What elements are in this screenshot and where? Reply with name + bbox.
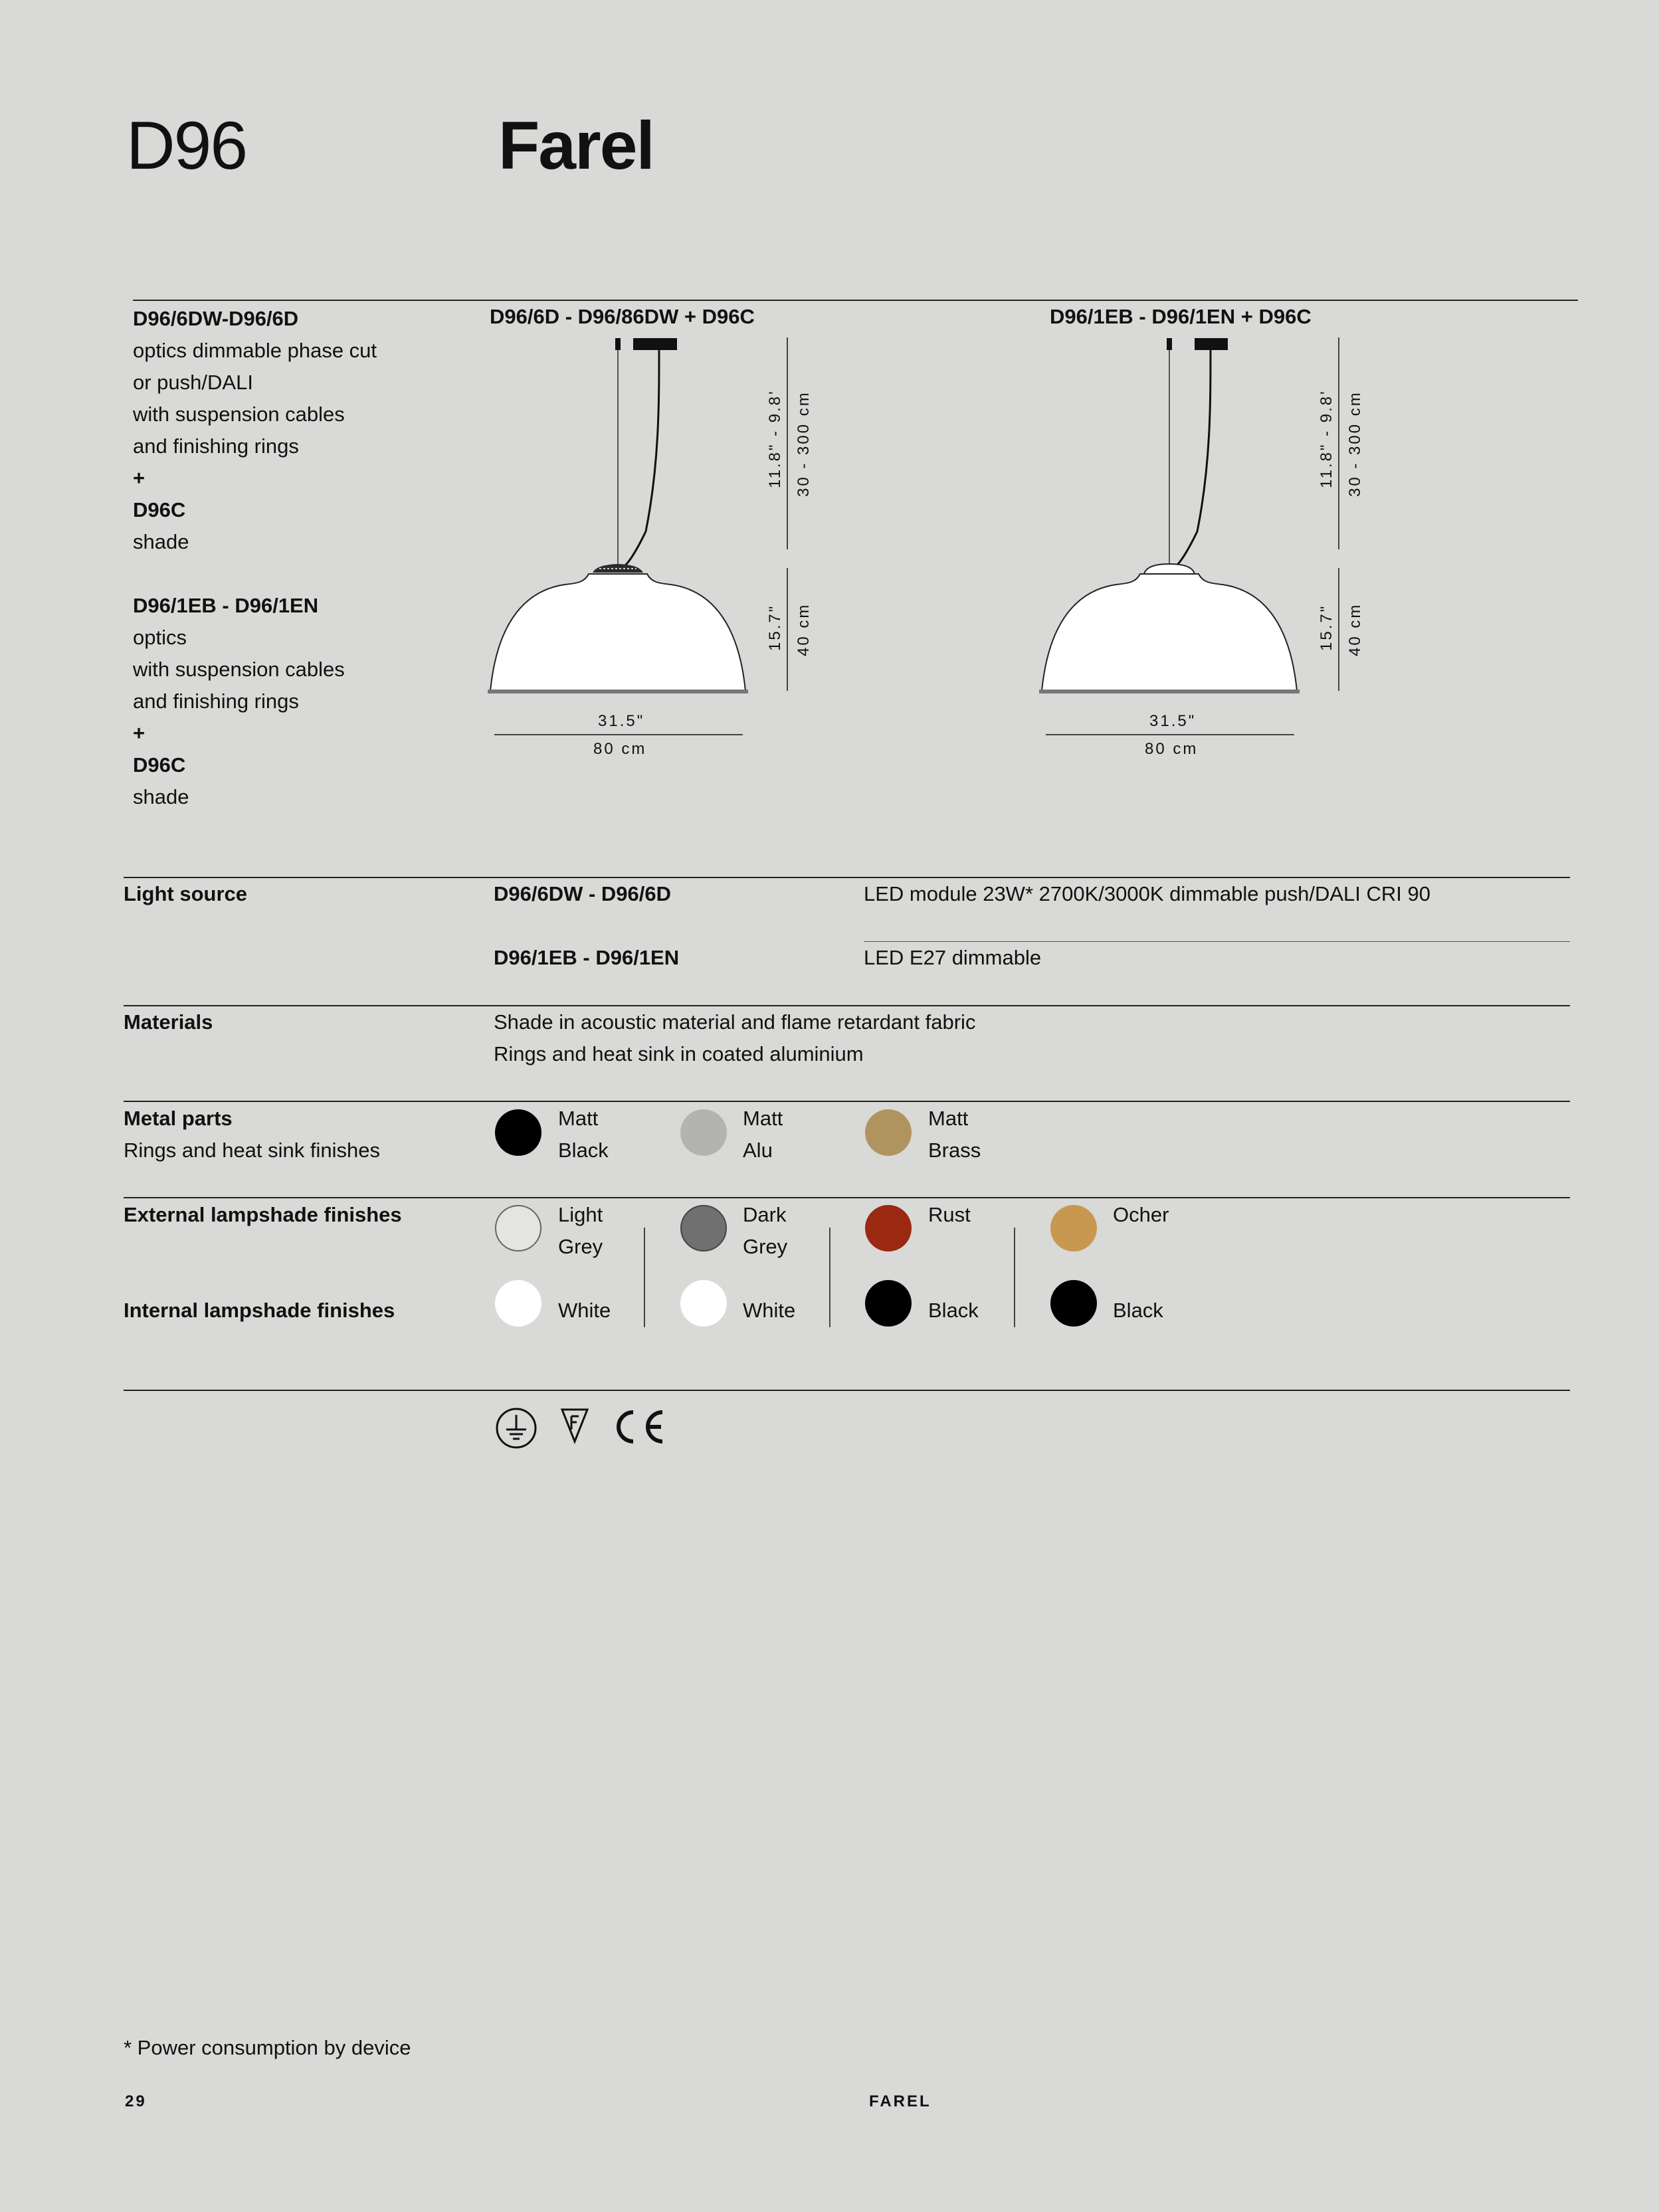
intro-line: D96/6DW-D96/6D (133, 307, 299, 330)
light-source-code-2: D96/1EB - D96/1EN (494, 946, 680, 969)
diagram-1-caption: D96/6D - D96/86DW + D96C (490, 305, 755, 328)
materials-line-2: Rings and heat sink in coated aluminium (494, 1042, 864, 1065)
intro-line: + (133, 466, 146, 490)
canopy-left-block (615, 338, 621, 350)
diagram-1-cable-in: 11.8" - 9.8' (766, 389, 784, 488)
finish-column-separator (644, 1228, 645, 1327)
light-source-desc-1: LED module 23W* 2700K/3000K dimmable push/DALI CRI 90 (864, 882, 1430, 905)
earth-ground-icon (495, 1407, 537, 1449)
shade-ring (488, 690, 748, 693)
finish-label: Black (558, 1139, 609, 1162)
light-source-desc-2: LED E27 dimmable (864, 946, 1042, 969)
swatch-ext-light-grey (495, 1205, 541, 1251)
intro-line: with suspension cables (133, 403, 345, 426)
finish-label: White (558, 1299, 611, 1322)
top-divider (133, 300, 1578, 301)
intro-line: optics (133, 626, 187, 649)
finish-label: Black (928, 1299, 979, 1322)
swatch-matt-brass (865, 1109, 912, 1156)
materials-label: Materials (124, 1010, 213, 1034)
finish-label: Brass (928, 1139, 981, 1162)
swatch-matt-black (495, 1109, 541, 1156)
diagram-2-height-in: 15.7" (1317, 604, 1335, 651)
finish-label: Rust (928, 1203, 971, 1226)
finish-label: Matt (558, 1107, 599, 1130)
finish-label: Dark (743, 1203, 787, 1226)
internal-finishes-label: Internal lampshade finishes (124, 1299, 395, 1322)
swatch-matt-alu (680, 1109, 727, 1156)
spec-divider-certifications (124, 1390, 1570, 1391)
intro-line: optics dimmable phase cut (133, 339, 377, 362)
intro-line: shade (133, 785, 189, 808)
diagram-2-height-cm: 40 cm (1346, 602, 1364, 656)
intro-description (133, 303, 377, 813)
power-cord (1176, 350, 1211, 566)
finish-label: Grey (743, 1235, 788, 1258)
intro-line: D96C (133, 753, 186, 777)
f-mark-icon (560, 1407, 589, 1444)
product-name: Farel (498, 108, 654, 183)
intro-line: and finishing rings (133, 434, 299, 458)
power-cord (625, 350, 659, 566)
finish-label: Black (1113, 1299, 1163, 1322)
finish-label: Ocher (1113, 1203, 1169, 1226)
intro-line: shade (133, 530, 189, 553)
diagram-2-width-in: 31.5" (1149, 712, 1197, 730)
finish-label: White (743, 1299, 796, 1322)
intro-line: with suspension cables (133, 658, 345, 681)
swatch-ext-ocher (1050, 1205, 1097, 1251)
external-finishes-label: External lampshade finishes (124, 1203, 402, 1226)
footer-title: FAREL (869, 2092, 931, 2110)
finish-label: Matt (743, 1107, 783, 1130)
diagram-1-width-cm: 80 cm (593, 740, 647, 758)
canopy-right-block (633, 338, 677, 350)
canopy-right-block (1195, 338, 1228, 350)
finish-label: Light (558, 1203, 603, 1226)
finish-column-separator (829, 1228, 830, 1327)
intro-line: D96/1EB - D96/1EN (133, 594, 319, 617)
swatch-int-black (1050, 1280, 1097, 1327)
swatch-int-black (865, 1280, 912, 1327)
intro-line: or push/DALI (133, 371, 253, 394)
diagram-1-height-cm: 40 cm (795, 602, 813, 656)
product-code: D96 (126, 108, 247, 183)
finish-label: Alu (743, 1139, 773, 1162)
diagram-1-width-in: 31.5" (598, 712, 645, 730)
metal-parts-label: Metal parts (124, 1107, 233, 1130)
page-number: 29 (125, 2092, 147, 2110)
diagram-2-caption: D96/1EB - D96/1EN + D96C (1050, 305, 1312, 328)
swatch-ext-dark-grey (680, 1205, 727, 1251)
diagram-2-cable-cm: 30 - 300 cm (1346, 391, 1364, 497)
spec-divider-metal (124, 1101, 1570, 1102)
swatch-int-white (680, 1280, 727, 1327)
swatch-ext-rust (865, 1205, 912, 1251)
diagram-1-height-in: 15.7" (766, 604, 784, 651)
swatch-int-white (495, 1280, 541, 1327)
diagram-1-cable-cm: 30 - 300 cm (795, 391, 813, 497)
intro-line: and finishing rings (133, 690, 299, 713)
lampshade (1042, 574, 1297, 691)
ce-mark-icon (609, 1407, 668, 1447)
shade-ring (1039, 690, 1300, 693)
light-source-code-1: D96/6DW - D96/6D (494, 882, 672, 905)
materials-line-1: Shade in acoustic material and flame retardant fabric (494, 1010, 976, 1034)
socket-cap (1144, 564, 1195, 574)
light-source-label: Light source (124, 882, 248, 905)
spec-divider-lampshade (124, 1197, 1570, 1198)
canopy-left-block (1167, 338, 1172, 350)
finish-label: Grey (558, 1235, 603, 1258)
finish-column-separator (1014, 1228, 1015, 1327)
intro-line (133, 558, 377, 590)
diagram-2-width-cm: 80 cm (1145, 740, 1199, 758)
intro-line: D96C (133, 498, 186, 521)
metal-parts-sublabel: Rings and heat sink finishes (124, 1139, 381, 1162)
footnote: * Power consumption by device (124, 2036, 411, 2059)
diagram-2-cable-in: 11.8" - 9.8' (1317, 389, 1335, 488)
finish-label: Matt (928, 1107, 969, 1130)
intro-line: + (133, 721, 146, 745)
lampshade (490, 574, 745, 691)
